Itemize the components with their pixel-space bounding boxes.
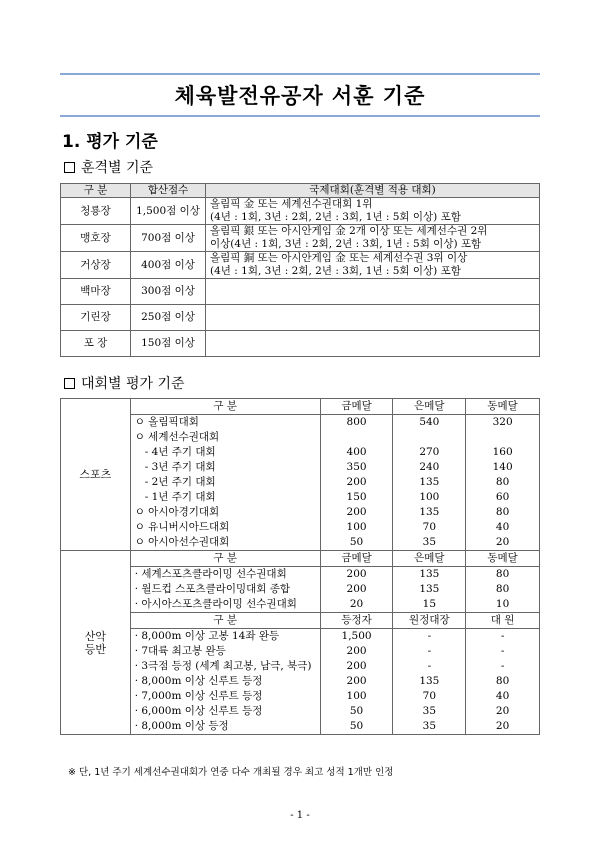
competition-line-2: (4년 : 1회, 3년 : 2회, 2년 : 3회, 1년 : 5회 이상) 포함 [210,211,461,223]
points-value: 80 [466,475,540,490]
points-label: · 8,000m 이상 신루트 등정 [130,674,320,689]
points-value: 320 [466,415,540,431]
points-value: 100 [393,490,466,505]
award-score: 400점 이상 [131,252,206,279]
points-value: 80 [466,674,540,689]
points-value: 10 [466,597,540,613]
points-row [61,597,540,613]
header-score: 합산점수 [131,184,206,198]
points-value: 135 [393,475,466,490]
points-header-row [61,399,540,415]
points-value: 35 [393,704,466,719]
award-name: 거상장 [61,252,131,279]
points-label: ㅇ 세계선수권대회 [130,430,320,445]
category-climbing-line-2: 등반 [84,642,106,656]
points-value: 240 [393,460,466,475]
points-row [61,430,540,445]
checkbox-square-icon [64,162,75,173]
points-value: 60 [466,490,540,505]
points-value: 135 [393,674,466,689]
points-header-cell: 구 분 [130,551,320,567]
points-value: 80 [466,505,540,520]
competition-line-2: 이상(4년 : 1회, 3년 : 2회, 2년 : 3회, 1년 : 5회 이상) 포함 [210,238,482,250]
points-value: 270 [393,445,466,460]
award-score: 150점 이상 [131,331,206,357]
points-value: 135 [393,582,466,597]
points-value [393,430,466,445]
competition-line-1: 올림픽 銅 또는 아시안게임 金 또는 세계선수권 3위 이상 [210,252,468,264]
points-value: 100 [320,520,393,535]
award-row [61,305,540,331]
points-label: · 세계스포츠클라이밍 선수권대회 [130,567,320,583]
points-label: - 3년 주기 대회 [130,460,320,475]
points-header-cell: 동메달 [466,551,540,567]
points-label: · 6,000m 이상 신루트 등정 [130,704,320,719]
points-value: 135 [393,505,466,520]
points-value: 140 [466,460,540,475]
competition-line-1: 올림픽 銀 또는 아시안게임 金 2개 이상 또는 세계선수권 2위 [210,225,488,237]
points-row [61,520,540,535]
points-value: 160 [466,445,540,460]
points-header-cell: 구 분 [130,613,320,629]
points-header-cell: 은메달 [393,399,466,415]
points-row [61,415,540,431]
points-row [61,644,540,659]
points-label: · 월드컵 스포츠클라이밍대회 종합 [130,582,320,597]
award-row [61,198,540,225]
points-row [61,719,540,735]
points-value: 70 [393,689,466,704]
header-competition: 국제대회(훈격별 적용 대회) [206,184,540,198]
points-row [61,535,540,551]
points-value: 800 [320,415,393,431]
competition-line-2: (4년 : 1회, 3년 : 2회, 2년 : 3회, 1년 : 5회 이상) 포함 [210,265,461,277]
points-header-cell: 은메달 [393,551,466,567]
points-value: 40 [466,520,540,535]
page-title: 체육발전유공자 서훈 기준 [174,84,426,108]
points-value: 135 [393,567,466,583]
points-row [61,567,540,583]
points-value: 200 [320,475,393,490]
award-row [61,279,540,305]
points-label: · 7,000m 이상 신루트 등정 [130,689,320,704]
footnote: ※ 단, 1년 주기 세계선수권대회가 연중 다수 개최될 경우 최고 성적 1개만 인정 [68,767,394,778]
award-score: 1,500점 이상 [131,198,206,225]
award-name: 청룡장 [61,198,131,225]
points-value: 150 [320,490,393,505]
points-value: - [393,659,466,674]
points-header-cell: 등정자 [320,613,393,629]
points-row [61,629,540,645]
title-box [60,73,540,117]
points-header-cell: 금메달 [320,399,393,415]
points-value: 20 [320,597,393,613]
points-value [320,430,393,445]
points-value: 200 [320,567,393,583]
points-value: 540 [393,415,466,431]
award-competition [206,225,540,252]
section-heading: 1. 평가 기준 [62,132,158,152]
points-row [61,505,540,520]
award-name: 맹호장 [61,225,131,252]
award-row [61,331,540,357]
points-header-cell: 원정대장 [393,613,466,629]
page-number: - 1 - [290,810,310,821]
award-criteria-table [60,183,540,357]
competition-points-table [60,398,540,735]
award-competition [206,331,540,357]
points-row [61,490,540,505]
points-row [61,475,540,490]
points-header-cell: 구 분 [130,399,320,415]
subheading-1 [64,157,153,177]
header-category: 구 분 [61,184,131,198]
points-value: 15 [393,597,466,613]
competition-line-1: 올림픽 金 또는 세계선수권대회 1위 [210,198,373,210]
points-value [466,430,540,445]
checkbox-square-icon [64,378,75,389]
award-name: 기린장 [61,305,131,331]
points-row [61,704,540,719]
points-value: - [466,644,540,659]
points-value: 35 [393,535,466,551]
points-value: 40 [466,689,540,704]
points-label: · 아시아스포츠클라이밍 선수권대회 [130,597,320,613]
points-value: 1,500 [320,629,393,645]
award-score: 300점 이상 [131,279,206,305]
points-label: · 8,000m 이상 고봉 14좌 완등 [130,629,320,645]
points-label: · 3극점 등정 (세계 최고봉, 남극, 북극) [130,659,320,674]
points-value: 200 [320,659,393,674]
points-label: ㅇ 유니버시아드대회 [130,520,320,535]
points-value: 100 [320,689,393,704]
points-row [61,445,540,460]
points-value: 50 [320,704,393,719]
award-competition [206,198,540,225]
points-value: 20 [466,704,540,719]
category-sports: 스포츠 [61,399,131,551]
points-value: 200 [320,505,393,520]
points-value: 400 [320,445,393,460]
points-row [61,582,540,597]
points-header-cell: 동메달 [466,399,540,415]
award-score: 700점 이상 [131,225,206,252]
award-name: 백마장 [61,279,131,305]
points-header-cell: 금메달 [320,551,393,567]
points-value: 200 [320,582,393,597]
points-header-row [61,551,540,567]
points-value: 50 [320,719,393,735]
points-value: 20 [466,535,540,551]
award-competition [206,279,540,305]
award-row [61,252,540,279]
points-value: 200 [320,644,393,659]
category-climbing-line-1: 산악 [84,629,106,643]
points-value: 50 [320,535,393,551]
points-header-cell: 대 원 [466,613,540,629]
points-label: · 8,000m 이상 등정 [130,719,320,735]
points-label: - 4년 주기 대회 [130,445,320,460]
points-value: 20 [466,719,540,735]
category-climbing [61,551,131,735]
award-score: 250점 이상 [131,305,206,331]
points-value: 35 [393,719,466,735]
points-row [61,674,540,689]
points-header-row [61,613,540,629]
points-value: - [393,629,466,645]
points-value: 350 [320,460,393,475]
points-label: · 7대륙 최고봉 완등 [130,644,320,659]
points-row [61,659,540,674]
points-value: 70 [393,520,466,535]
points-value: - [393,644,466,659]
subheading-1-label: 훈격별 기준 [81,160,154,176]
points-value: 80 [466,582,540,597]
points-row [61,689,540,704]
points-row [61,460,540,475]
award-competition [206,252,540,279]
subheading-2-label: 대회별 평가 기준 [81,376,185,392]
points-value: 200 [320,674,393,689]
points-value: 80 [466,567,540,583]
award-row [61,225,540,252]
points-label: ㅇ 올림픽대회 [130,415,320,431]
points-label: - 2년 주기 대회 [130,475,320,490]
award-competition [206,305,540,331]
subheading-2 [64,373,185,393]
points-value: - [466,659,540,674]
points-label: ㅇ 아시아경기대회 [130,505,320,520]
points-label: ㅇ 아시아선수권대회 [130,535,320,551]
award-name: 포 장 [61,331,131,357]
points-label: - 1년 주기 대회 [130,490,320,505]
points-value: - [466,629,540,645]
